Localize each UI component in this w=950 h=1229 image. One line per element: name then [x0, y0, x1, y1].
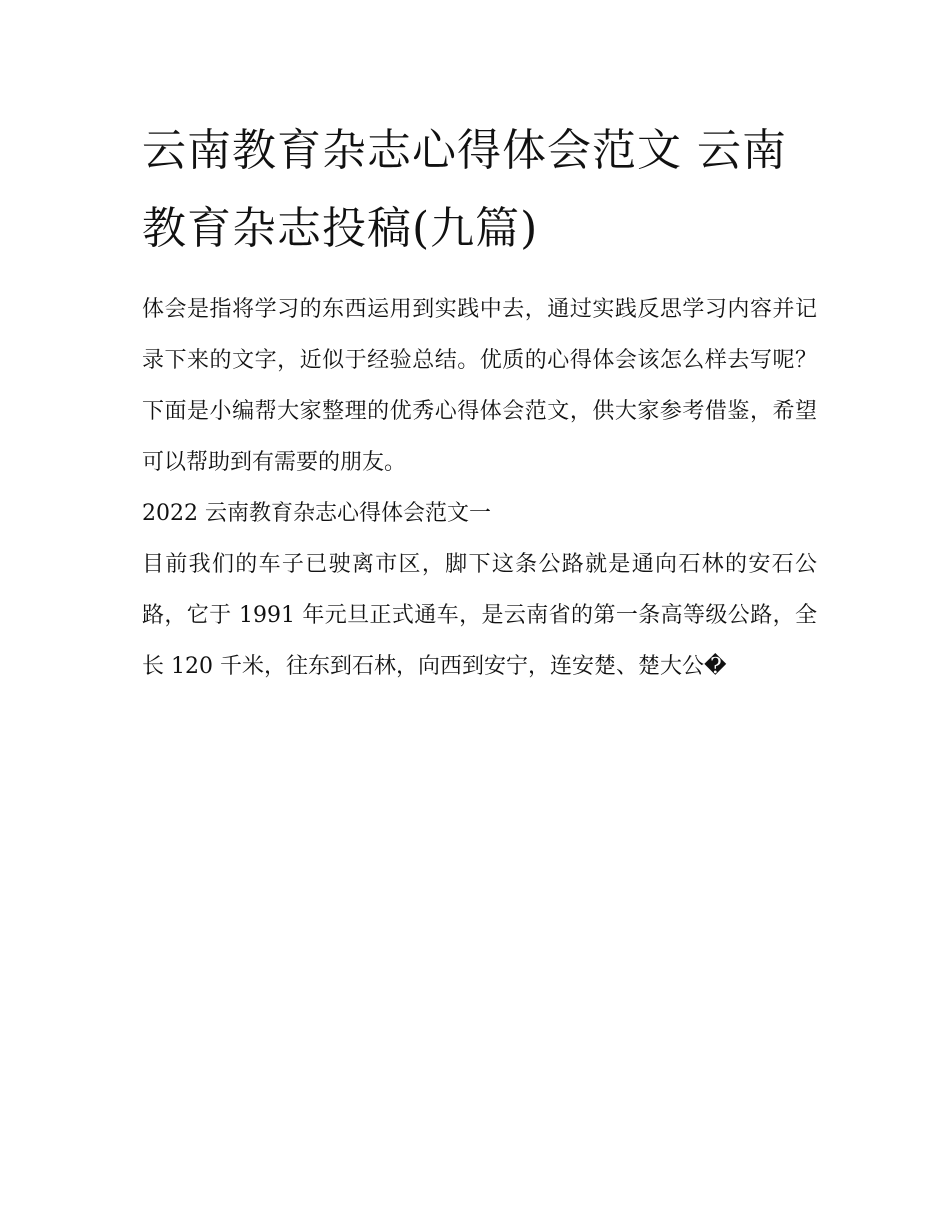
section-paragraph: 目前我们的车子已驶离市区，脚下这条公路就是通向石林的安石公路，它于 1991 年元旦正式通车，是云南省的第一条高等级公路，全长 120 千米，往东到石林，向西到安宁，连安楚、楚大公�: [142, 552, 817, 679]
document-content: [142, 112, 817, 692]
intro-paragraph: 体会是指将学习的东西运用到实践中去，通过实践反思学习内容并记录下来的文字，近似于经验总结。优质的心得体会该怎么样去写呢？下面是小编帮大家整理的优秀心得体会范文，供大家参考借鉴，希望可以帮助到有需要的朋友。: [142, 297, 817, 475]
section-heading: 2022 云南教育杂志心得体会范文一: [142, 501, 491, 526]
document-title: 云南教育杂志心得体会范文 云南教育杂志投稿(九篇): [142, 125, 787, 254]
